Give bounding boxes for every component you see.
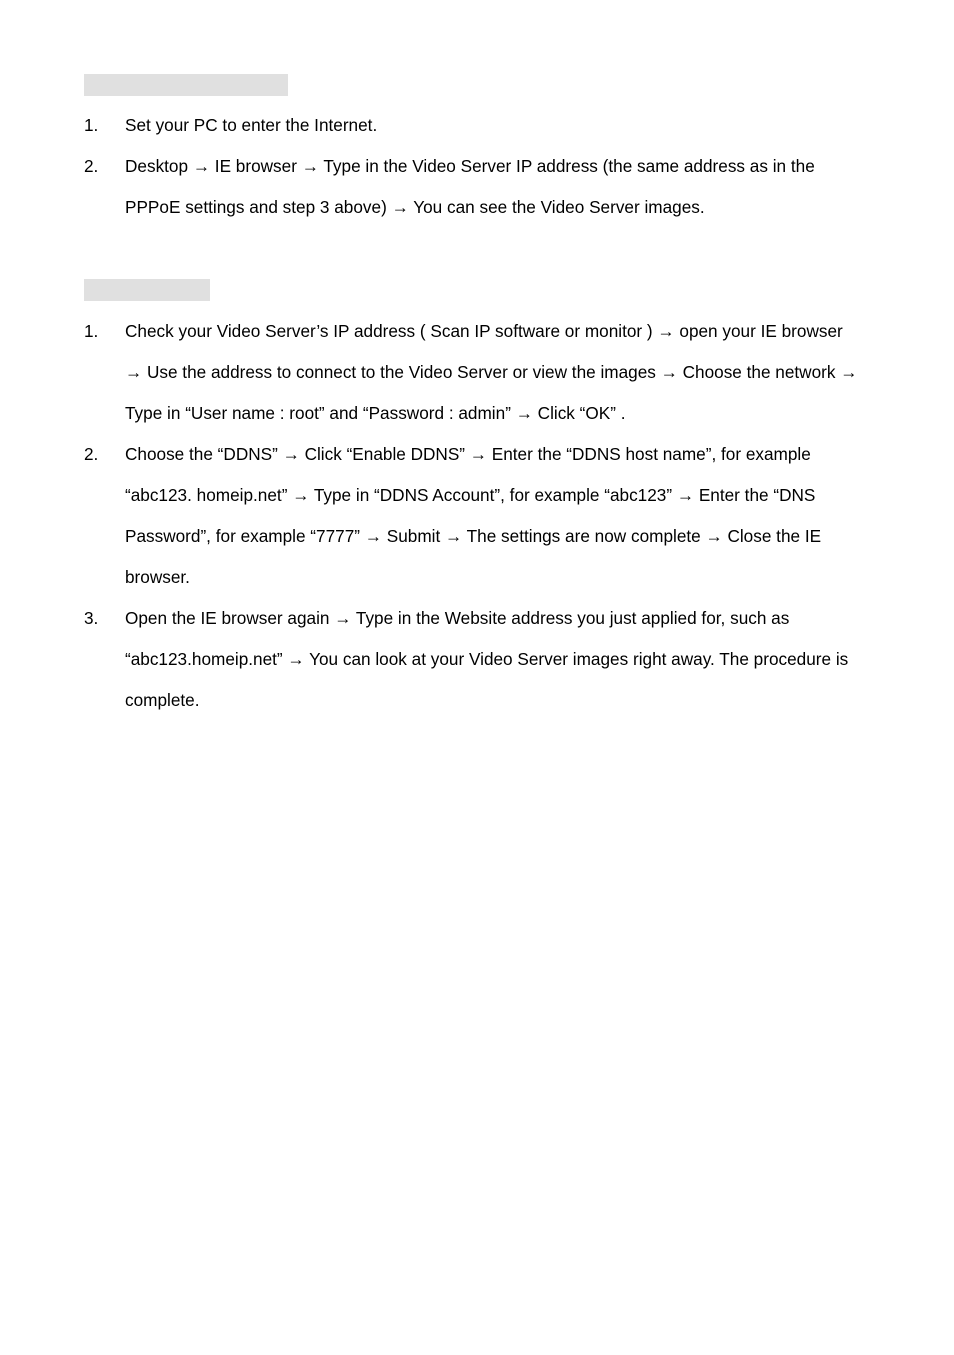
section-heading-bar xyxy=(84,279,210,301)
step-text: Choose the “DDNS” → Click “Enable DDNS” → Enter the “DDNS host name”, for example “abc123. homeip.net” → Type in “DDNS Account”, for example “abc123” → Enter the “DNS Password”, for example “7777” → Submit → The settings are now complete → Close the IE browser. xyxy=(125,444,822,587)
section-heading-bar xyxy=(84,74,288,96)
list-item xyxy=(84,105,864,146)
step-number: 3. xyxy=(84,608,99,628)
list-item xyxy=(84,146,864,228)
step-number: 1. xyxy=(84,115,99,135)
list-item xyxy=(84,598,864,721)
step-text: Desktop → IE browser → Type in the Video Server IP address (the same address as in the PPPoE settings and step 3 above) → You can see the Video Server images. xyxy=(125,156,815,217)
list-item xyxy=(84,434,864,598)
step-text: Set your PC to enter the Internet. xyxy=(125,115,378,135)
step-number: 2. xyxy=(84,156,99,176)
steps-list-ddns xyxy=(84,311,864,721)
step-number: 2. xyxy=(84,444,99,464)
step-number: 1. xyxy=(84,321,99,341)
list-item xyxy=(84,311,864,434)
steps-list-internet-view xyxy=(84,105,864,228)
step-text: Check your Video Server’s IP address ( Scan IP software or monitor ) → open your IE browser → Use the address to connect to the Video Server or view the images → Choose the network → Type in “User name : root” and “Password : admin” → Click “OK” . xyxy=(125,321,858,423)
step-text: Open the IE browser again → Type in the Website address you just applied for, such as “abc123.homeip.net” → You can look at your Video Server images right away. The procedure is complete. xyxy=(125,608,849,710)
